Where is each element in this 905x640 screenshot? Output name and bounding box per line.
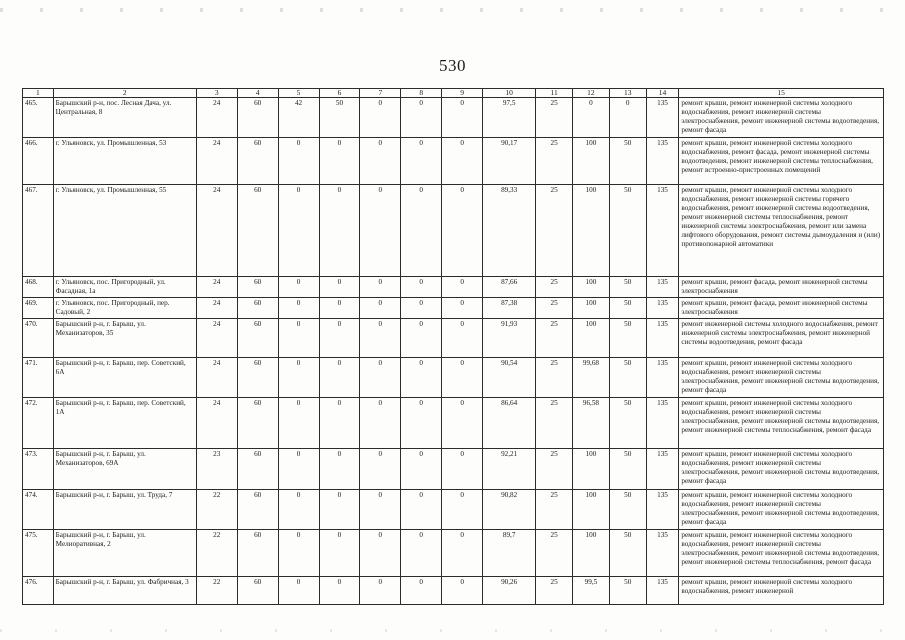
cell-col-c12: 100 [573,490,610,530]
table-row [23,577,884,605]
cell-col-c11: 25 [536,138,573,185]
cell-col-c4: 60 [237,530,278,577]
row-number-cell: 476. [23,577,54,605]
cell-col-c11: 25 [536,298,573,319]
cell-col-c7: 0 [360,398,401,449]
cell-col-c10: 90,26 [483,577,536,605]
cell-col-c12: 100 [573,277,610,298]
works-list-cell: ремонт крыши, ремонт инженерной системы холодного водоснабжения, ремонт инженерной системы горячего водоснабжения, ремонт инженерной системы водоотведения, ремонт инженерной системы теплоснабжения, ремонт инженерной системы электроснабжения, ремонт или замена лифтового оборудования, ремонт системы дымоудаления и (или) противопожарной автоматики [679,185,884,277]
cell-col-c14: 135 [646,98,679,138]
cell-col-c4: 60 [237,577,278,605]
cell-col-c13: 50 [609,277,646,298]
column-number-6: 6 [319,89,360,98]
cell-col-c3: 24 [196,138,237,185]
address-cell: г. Ульяновск, пос. Пригородный, ул. Фасадная, 1а [53,277,196,298]
cell-col-c6: 0 [319,577,360,605]
column-number-2: 2 [53,89,196,98]
row-number-cell: 472. [23,398,54,449]
column-number-3: 3 [196,89,237,98]
cell-col-c14: 135 [646,490,679,530]
cell-col-c11: 25 [536,277,573,298]
cell-col-c3: 24 [196,358,237,398]
cell-col-c8: 0 [401,490,442,530]
address-cell: Барышский р-н, г. Барыш, пер. Советский, 1А [53,398,196,449]
table-row [23,298,884,319]
table-row [23,98,884,138]
cell-col-c5: 0 [278,319,319,358]
cell-col-c9: 0 [442,530,483,577]
cell-col-c9: 0 [442,298,483,319]
cell-col-c14: 135 [646,577,679,605]
column-number-15: 15 [679,89,884,98]
cell-col-c9: 0 [442,277,483,298]
address-cell: Барышский р-н, г. Барыш, пер. Советский, 6А [53,358,196,398]
column-number-1: 1 [23,89,54,98]
cell-col-c14: 135 [646,298,679,319]
cell-col-c12: 100 [573,298,610,319]
address-cell: Барышский р-н, г. Барыш, ул. Мелиоративная, 2 [53,530,196,577]
column-number-12: 12 [573,89,610,98]
cell-col-c7: 0 [360,319,401,358]
cell-col-c9: 0 [442,577,483,605]
address-cell: г. Ульяновск, ул. Промышленная, 53 [53,138,196,185]
cell-col-c7: 0 [360,490,401,530]
column-number-14: 14 [646,89,679,98]
cell-col-c8: 0 [401,298,442,319]
cell-col-c8: 0 [401,358,442,398]
works-list-cell: ремонт крыши, ремонт инженерной системы холодного водоснабжения, ремонт инженерной системы электроснабжения, ремонт инженерной системы водоотведения, ремонт фасада [679,449,884,490]
cell-col-c14: 135 [646,138,679,185]
cell-col-c13: 50 [609,398,646,449]
table-row [23,319,884,358]
cell-col-c8: 0 [401,98,442,138]
works-list-cell: ремонт крыши, ремонт инженерной системы холодного водоснабжения, ремонт инженерной системы электроснабжения, ремонт инженерной системы водоотведения, ремонт фасада [679,490,884,530]
cell-col-c9: 0 [442,398,483,449]
cell-col-c6: 0 [319,530,360,577]
cell-col-c6: 50 [319,98,360,138]
cell-col-c9: 0 [442,98,483,138]
cell-col-c7: 0 [360,277,401,298]
row-number-cell: 466. [23,138,54,185]
cell-col-c12: 100 [573,449,610,490]
address-cell: Барышский р-н, г. Барыш, ул. Механизаторов, 35 [53,319,196,358]
column-number-8: 8 [401,89,442,98]
cell-col-c12: 100 [573,319,610,358]
cell-col-c7: 0 [360,298,401,319]
cell-col-c11: 25 [536,398,573,449]
column-number-9: 9 [442,89,483,98]
cell-col-c5: 0 [278,490,319,530]
cell-col-c9: 0 [442,449,483,490]
cell-col-c4: 60 [237,298,278,319]
cell-col-c4: 60 [237,319,278,358]
cell-col-c7: 0 [360,530,401,577]
cell-col-c13: 50 [609,319,646,358]
cell-col-c14: 135 [646,530,679,577]
cell-col-c6: 0 [319,490,360,530]
cell-col-c9: 0 [442,185,483,277]
cell-col-c11: 25 [536,449,573,490]
cell-col-c5: 0 [278,449,319,490]
cell-col-c3: 23 [196,449,237,490]
address-cell: г. Ульяновск, пос. Пригородный, пер. Садовый, 2 [53,298,196,319]
cell-col-c11: 25 [536,530,573,577]
table-row [23,449,884,490]
cell-col-c5: 0 [278,138,319,185]
cell-col-c12: 0 [573,98,610,138]
row-number-cell: 475. [23,530,54,577]
cell-col-c6: 0 [319,138,360,185]
cell-col-c8: 0 [401,138,442,185]
cell-col-c3: 22 [196,530,237,577]
row-number-cell: 465. [23,98,54,138]
works-list-cell: ремонт крыши, ремонт фасада, ремонт инженерной системы электроснабжения [679,277,884,298]
cell-col-c7: 0 [360,185,401,277]
cell-col-c11: 25 [536,490,573,530]
cell-col-c10: 87,66 [483,277,536,298]
cell-col-c10: 90,82 [483,490,536,530]
cell-col-c9: 0 [442,490,483,530]
works-list-cell: ремонт крыши, ремонт инженерной системы холодного водоснабжения, ремонт инженерной системы электроснабжения, ремонт инженерной системы водоотведения, ремонт фасада [679,358,884,398]
works-list-cell: ремонт крыши, ремонт инженерной системы холодного водоснабжения, ремонт инженерной системы электроснабжения, ремонт инженерной системы водоотведения, ремонт инженерной системы теплоснабжения, ремонт фасада [679,530,884,577]
column-number-11: 11 [536,89,573,98]
cell-col-c3: 24 [196,277,237,298]
cell-col-c13: 50 [609,530,646,577]
table-row [23,185,884,277]
cell-col-c6: 0 [319,298,360,319]
works-list-cell: ремонт крыши, ремонт инженерной системы холодного водоснабжения, ремонт инженерной системы электроснабжения, ремонт инженерной системы водоотведения, ремонт инженерной системы теплоснабжения, ремонт фасада [679,398,884,449]
cell-col-c13: 50 [609,138,646,185]
cell-col-c5: 0 [278,358,319,398]
cell-col-c4: 60 [237,490,278,530]
cell-col-c10: 90,17 [483,138,536,185]
cell-col-c7: 0 [360,98,401,138]
cell-col-c10: 97,5 [483,98,536,138]
address-cell: Барышский р-н, г. Барыш, ул. Механизаторов, 69А [53,449,196,490]
address-cell: г. Ульяновск, ул. Промышленная, 55 [53,185,196,277]
cell-col-c4: 60 [237,449,278,490]
cell-col-c7: 0 [360,138,401,185]
table-row [23,277,884,298]
cell-col-c4: 60 [237,138,278,185]
works-list-cell: ремонт крыши, ремонт фасада, ремонт инженерной системы электроснабжения [679,298,884,319]
cell-col-c5: 42 [278,98,319,138]
cell-col-c13: 50 [609,577,646,605]
cell-col-c3: 24 [196,298,237,319]
row-number-cell: 470. [23,319,54,358]
works-list-cell: ремонт крыши, ремонт инженерной системы холодного водоснабжения, ремонт фасада, ремонт инженерной системы водоотведения, ремонт инженерной системы теплоснабжения, ремонт встроенно-пристроенных помещений [679,138,884,185]
cell-col-c3: 22 [196,577,237,605]
cell-col-c3: 24 [196,185,237,277]
cell-col-c7: 0 [360,577,401,605]
cell-col-c10: 89,7 [483,530,536,577]
cell-col-c6: 0 [319,398,360,449]
cell-col-c14: 135 [646,319,679,358]
cell-col-c6: 0 [319,449,360,490]
cell-col-c4: 60 [237,185,278,277]
cell-col-c3: 24 [196,398,237,449]
table-row [23,530,884,577]
cell-col-c13: 50 [609,358,646,398]
cell-col-c10: 86,64 [483,398,536,449]
cell-col-c9: 0 [442,358,483,398]
cell-col-c14: 135 [646,398,679,449]
cell-col-c4: 60 [237,98,278,138]
cell-col-c10: 87,38 [483,298,536,319]
row-number-cell: 474. [23,490,54,530]
cell-col-c5: 0 [278,577,319,605]
column-number-4: 4 [237,89,278,98]
cell-col-c12: 100 [573,185,610,277]
cell-col-c14: 135 [646,277,679,298]
row-number-cell: 469. [23,298,54,319]
cell-col-c11: 25 [536,577,573,605]
cell-col-c12: 99,68 [573,358,610,398]
column-number-5: 5 [278,89,319,98]
cell-col-c5: 0 [278,530,319,577]
cell-col-c8: 0 [401,449,442,490]
cell-col-c8: 0 [401,277,442,298]
cell-col-c14: 135 [646,449,679,490]
cell-col-c9: 0 [442,319,483,358]
cell-col-c12: 99,5 [573,577,610,605]
table-row [23,398,884,449]
cell-col-c12: 100 [573,530,610,577]
cell-col-c14: 135 [646,185,679,277]
address-cell: Барышский р-н, г. Барыш, ул. Труда, 7 [53,490,196,530]
cell-col-c8: 0 [401,185,442,277]
row-number-cell: 467. [23,185,54,277]
address-cell: Барышский р-н, пос. Лесная Дача, ул. Центральная, 8 [53,98,196,138]
cell-col-c11: 25 [536,98,573,138]
cell-col-c10: 92,21 [483,449,536,490]
table-row [23,490,884,530]
scan-noise-top [0,8,905,12]
cell-col-c7: 0 [360,358,401,398]
cell-col-c11: 25 [536,319,573,358]
cell-col-c4: 60 [237,358,278,398]
row-number-cell: 473. [23,449,54,490]
cell-col-c8: 0 [401,398,442,449]
cell-col-c9: 0 [442,138,483,185]
column-number-row [23,89,884,98]
cell-col-c5: 0 [278,298,319,319]
cell-col-c13: 50 [609,185,646,277]
cell-col-c10: 90,54 [483,358,536,398]
works-list-cell: ремонт инженерной системы холодного водоснабжения, ремонт инженерной системы электроснабжения, ремонт инженерной системы водоотведения, ремонт фасада [679,319,884,358]
cell-col-c12: 100 [573,138,610,185]
cell-col-c6: 0 [319,185,360,277]
column-number-13: 13 [609,89,646,98]
cell-col-c4: 60 [237,398,278,449]
works-list-cell: ремонт крыши, ремонт инженерной системы холодного водоснабжения, ремонт инженерной системы электроснабжения, ремонт инженерной системы водоотведения, ремонт фасада [679,98,884,138]
cell-col-c10: 89,33 [483,185,536,277]
cell-col-c5: 0 [278,185,319,277]
cell-col-c6: 0 [319,277,360,298]
cell-col-c3: 24 [196,98,237,138]
cell-col-c11: 25 [536,185,573,277]
cell-col-c3: 24 [196,319,237,358]
cell-col-c8: 0 [401,577,442,605]
row-number-cell: 468. [23,277,54,298]
cell-col-c6: 0 [319,358,360,398]
cell-col-c10: 91,93 [483,319,536,358]
cell-col-c11: 25 [536,358,573,398]
cell-col-c14: 135 [646,358,679,398]
housing-register-table [22,88,884,605]
cell-col-c13: 0 [609,98,646,138]
cell-col-c7: 0 [360,449,401,490]
scan-noise-bottom [0,629,905,632]
cell-col-c8: 0 [401,319,442,358]
cell-col-c8: 0 [401,530,442,577]
row-number-cell: 471. [23,358,54,398]
works-list-cell: ремонт крыши, ремонт инженерной системы холодного водоснабжения, ремонт инженерной [679,577,884,605]
column-number-7: 7 [360,89,401,98]
table-row [23,358,884,398]
cell-col-c6: 0 [319,319,360,358]
cell-col-c13: 50 [609,449,646,490]
cell-col-c13: 50 [609,490,646,530]
cell-col-c5: 0 [278,398,319,449]
cell-col-c3: 22 [196,490,237,530]
cell-col-c4: 60 [237,277,278,298]
address-cell: Барышский р-н, г. Барыш, ул. Фабричная, 3 [53,577,196,605]
cell-col-c5: 0 [278,277,319,298]
page-number: 530 [439,56,466,75]
cell-col-c13: 50 [609,298,646,319]
column-number-10: 10 [483,89,536,98]
table-row [23,138,884,185]
cell-col-c12: 96,58 [573,398,610,449]
